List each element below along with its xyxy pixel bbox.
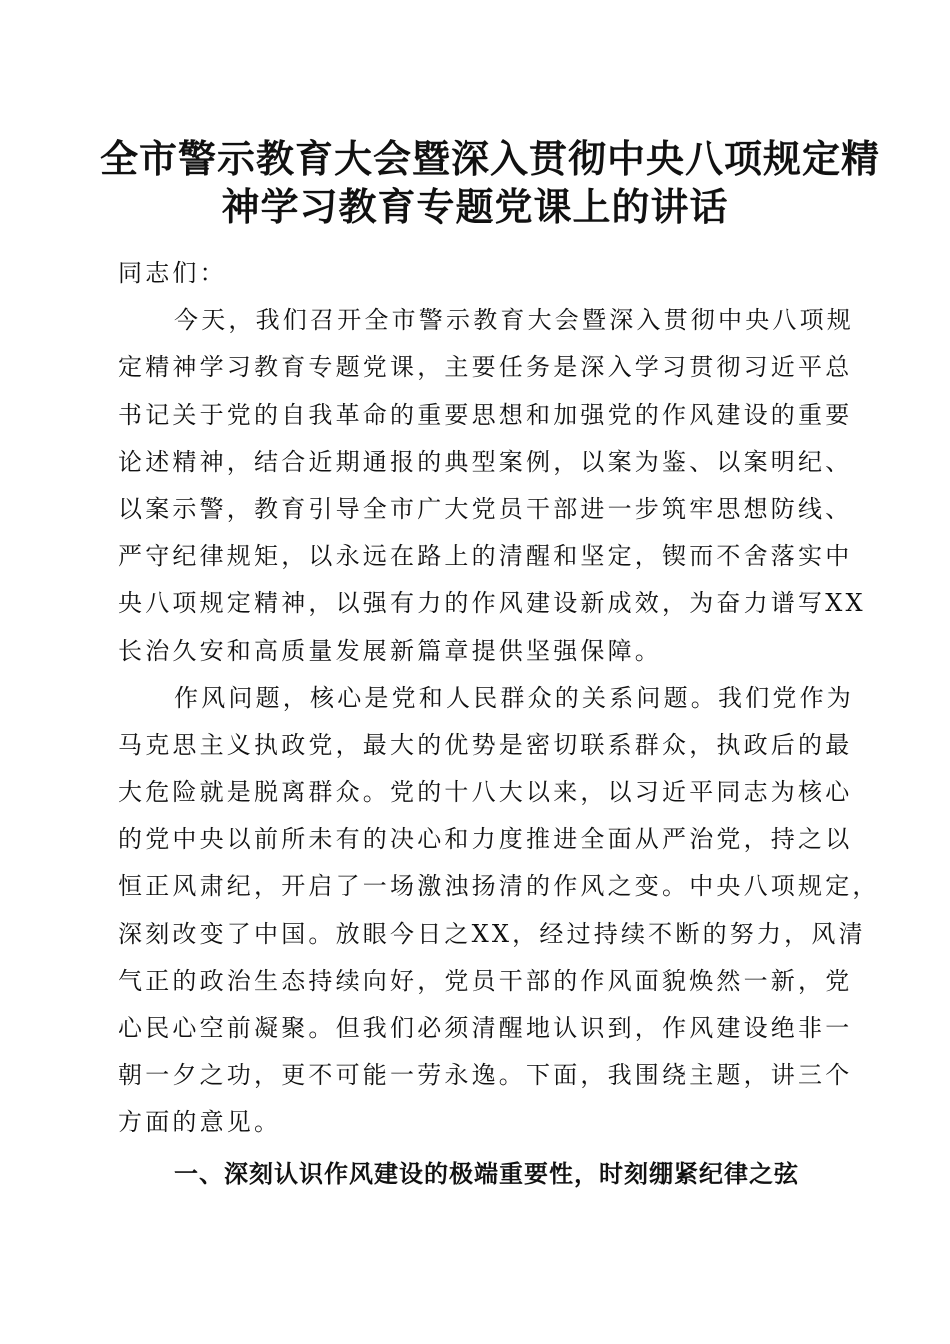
document-title-line: 神学习教育专题党课上的讲话: [221, 184, 729, 229]
paragraph-line: 定精神学习教育专题党课，主要任务是深入学习贯彻习近平总: [118, 353, 853, 382]
paragraph-line: 大危险就是脱离群众。党的十八大以来，以习近平同志为核心: [118, 778, 853, 807]
paragraph-line: 央八项规定精神，以强有力的作风建设新成效，为奋力谱写XX: [118, 589, 866, 618]
section-heading: 一、深刻认识作风建设的极端重要性，时刻绷紧纪律之弦: [174, 1159, 799, 1188]
paragraph-line: 气正的政治生态持续向好，党员干部的作风面貌焕然一新，党: [118, 966, 853, 995]
paragraph-line: 严守纪律规矩，以永远在路上的清醒和坚定，锲而不舍落实中: [118, 542, 853, 571]
document-title-line: 全市警示教育大会暨深入贯彻中央八项规定精: [100, 136, 881, 181]
paragraph-line: 马克思主义执政党，最大的优势是密切联系群众，执政后的最: [118, 730, 853, 759]
paragraph-line: 长治久安和高质量发展新篇章提供坚强保障。: [118, 636, 662, 665]
paragraph-line: 朝一夕之功，更不可能一劳永逸。下面，我围绕主题，讲三个: [118, 1061, 853, 1090]
paragraph-line: 作风问题，核心是党和人民群众的关系问题。我们党作为: [174, 683, 854, 712]
paragraph-line: 恒正风肃纪，开启了一场激浊扬清的作风之变。中央八项规定，: [118, 872, 880, 901]
paragraph-line: 深刻改变了中国。放眼今日之XX，经过持续不断的努力，风清: [118, 919, 866, 948]
paragraph-line: 心民心空前凝聚。但我们必须清醒地认识到，作风建设绝非一: [118, 1014, 853, 1042]
paragraph-line: 的党中央以前所未有的决心和力度推进全面从严治党，持之以: [118, 825, 853, 854]
paragraph-1: [118, 297, 866, 675]
paragraph-line: 论述精神，结合近期通报的典型案例，以案为鉴、以案明纪、: [118, 447, 853, 476]
paragraph-2: [118, 675, 880, 1147]
paragraph-line: 方面的意见。: [118, 1108, 282, 1137]
paragraph-line: 书记关于党的自我革命的重要思想和加强党的作风建设的重要: [118, 400, 853, 429]
salutation: 同志们：: [118, 259, 227, 287]
document-body: [118, 250, 880, 1201]
document-title: [100, 135, 881, 231]
paragraph-line: 以案示警，教育引导全市广大党员干部进一步筑牢思想防线、: [118, 494, 853, 523]
paragraph-line: 今天，我们召开全市警示教育大会暨深入贯彻中央八项规: [174, 306, 854, 335]
